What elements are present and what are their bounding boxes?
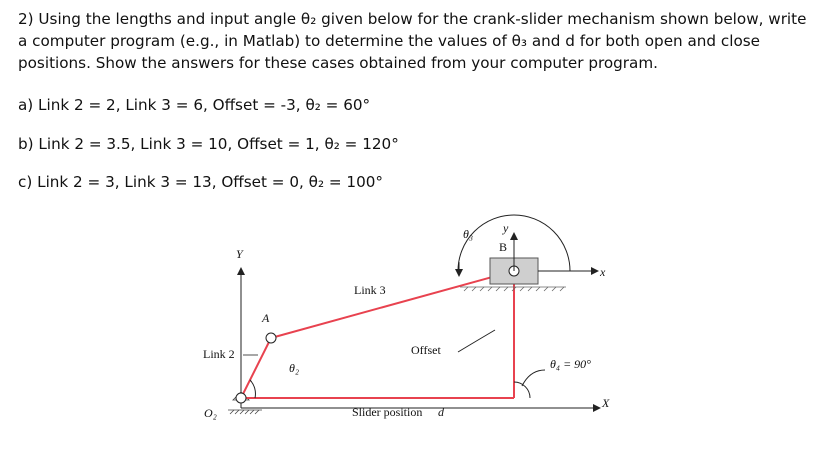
a-label: A (262, 311, 270, 325)
offset-leader (458, 330, 495, 352)
slider-var-label: d (438, 405, 444, 419)
link2-label: Link 2 (203, 347, 235, 361)
theta3-label: θ₃ (463, 227, 474, 241)
link3-label: Link 3 (354, 283, 386, 297)
theta2-arc (250, 380, 255, 398)
local-x-label: x (600, 265, 606, 279)
theta4-arc (514, 382, 530, 398)
theta4-leader (522, 370, 545, 386)
link3-line (271, 271, 514, 338)
offset-label: Offset (411, 343, 441, 357)
theta4-label: θ₄ = 90° (550, 357, 591, 371)
joint-a (266, 333, 276, 343)
theta2-label: θ₂ (289, 361, 300, 375)
problem-statement: 2) Using the lengths and input angle θ₂ given below for the crank-slider mechanism shown below, write a computer program (e.g., in Matlab) to determine the values of θ₃ and d for both open and close positions. Show the answers for these cases obtained from your computer program. (18, 10, 807, 72)
local-y-label: y (503, 221, 509, 235)
link2-line (241, 338, 271, 398)
case-a: a) Link 2 = 2, Link 3 = 6, Offset = -3, θ₂ = 60° (18, 96, 371, 114)
case-c: c) Link 2 = 3, Link 3 = 13, Offset = 0, θ₂ = 100° (18, 173, 384, 191)
global-x-label: X (602, 396, 610, 410)
case-b: b) Link 2 = 3.5, Link 3 = 10, Offset = 1, θ₂ = 120° (18, 135, 399, 153)
joint-o2 (236, 393, 246, 403)
global-y-label: Y (236, 247, 243, 261)
b-label: B (499, 240, 508, 254)
o2-label: O₂ (204, 406, 217, 420)
slider-position-label: Slider position (352, 405, 423, 419)
